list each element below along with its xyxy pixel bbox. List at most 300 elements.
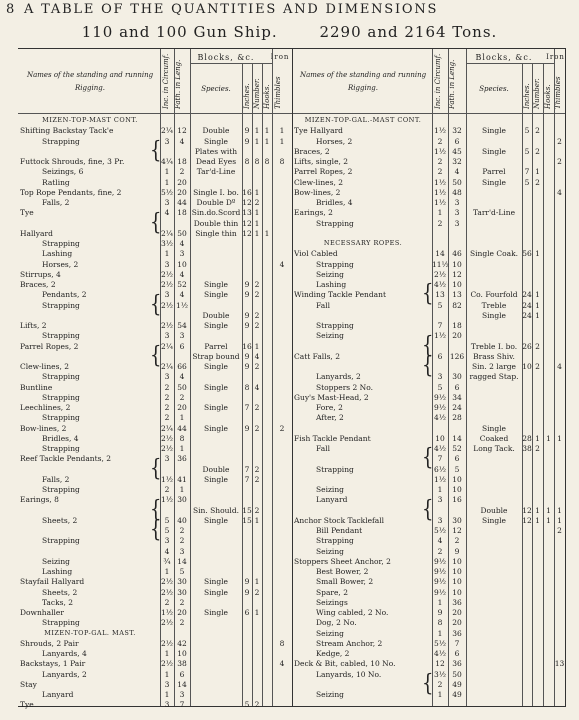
fathoms: 12 [177, 126, 187, 136]
fathoms: 49 [452, 679, 462, 689]
block-number: 2 [254, 587, 260, 597]
circumference: 5 [164, 526, 170, 535]
fathoms: 44 [177, 423, 187, 433]
rigging-name: Horses, 2 [316, 136, 353, 146]
fathoms: 12 [452, 269, 462, 279]
thimbles: 4 [557, 362, 562, 371]
block-number: 2 [254, 700, 260, 710]
rigging-name: Braces, 2 [20, 280, 56, 289]
rigging-name: Lifts, 2 [20, 321, 47, 330]
fathoms: 4 [179, 269, 185, 279]
fathoms: 20 [177, 608, 187, 617]
fathoms: 3 [454, 218, 460, 228]
circumference: 1½ [160, 495, 174, 505]
rigging-name: Strapping [42, 444, 80, 453]
circumference: 4 [437, 536, 443, 546]
thimbles: 1 [557, 515, 562, 525]
fathoms: 2 [454, 536, 460, 546]
block-species: Single [203, 321, 228, 330]
circumference: 9½ [433, 567, 447, 576]
block-species: Single I. bo. [193, 187, 239, 197]
rigging-name: Stayfail Hallyard [20, 577, 85, 587]
brace-mark: { [422, 331, 434, 359]
block-species: Double Dº [196, 198, 236, 207]
block-inches: 9 [244, 126, 250, 136]
fathoms: 6 [179, 669, 185, 679]
circumference: 2 [164, 413, 170, 423]
thimbles: 1 [557, 433, 562, 443]
rigging-name: Stoppers Sheet Anchor, 2 [294, 556, 391, 566]
rigging-name: Small Bower, 2 [316, 577, 374, 587]
fathoms: 3 [454, 208, 460, 218]
circumference: 9½ [433, 577, 447, 587]
block-species: Sin. 2 large [472, 362, 516, 371]
rigging-name: Stream Anchor, 2 [316, 638, 383, 648]
block-species: Single [203, 362, 228, 371]
block-species: Tar'd-Line [196, 167, 236, 177]
rigging-name: Lashing [42, 567, 73, 576]
rigging-name: Clew-lines, 2 [294, 177, 343, 187]
rigging-name: Bow-lines, 2 [20, 423, 67, 433]
rigging-name: Fall [316, 300, 330, 310]
block-species: Single [203, 290, 228, 300]
rigging-name: Catt Falls, 2 [294, 351, 340, 361]
col-fath-left: Fath. in Leng. [174, 59, 182, 109]
block-number: 1 [254, 515, 260, 525]
circumference: 2½ [160, 577, 174, 587]
circumference: 3 [164, 536, 170, 546]
rigging-name: Braces, 2 [294, 146, 330, 156]
block-inches: 5 [524, 146, 530, 156]
rigging-name: Lashing [42, 249, 73, 259]
fathoms: 40 [177, 515, 187, 525]
rigging-name: Best Bower, 2 [316, 567, 369, 576]
fathoms: 18 [177, 157, 187, 166]
circumference: 5 [437, 382, 443, 392]
fathoms: 48 [452, 187, 462, 197]
circumference: 2 [437, 546, 443, 556]
circumference: 3 [437, 372, 443, 382]
rigging-name: Strapping [42, 300, 80, 310]
block-inches: 8 [244, 157, 250, 166]
hooks: 1 [264, 136, 270, 146]
circumference: 2½ [160, 659, 174, 669]
thimbles: 2 [557, 136, 562, 146]
col-number-right: Number. [533, 78, 541, 109]
fathoms: 32 [452, 126, 462, 136]
hooks: 1 [264, 126, 270, 136]
circumference: 3 [164, 679, 170, 689]
rigging-name: Seizing [316, 269, 344, 279]
rigging-name: Lanyards, 2 [42, 669, 87, 679]
fathoms: 10 [177, 649, 187, 658]
rigging-name: Anchor Stock Tacklefall [294, 515, 385, 525]
rigging-name: Strapping [42, 413, 80, 423]
fathoms: 4 [179, 290, 185, 300]
fathoms: 36 [177, 454, 187, 464]
block-number: 2 [535, 341, 540, 351]
blocks-header-rule [190, 63, 272, 64]
rigging-name: Guy's Mast-Head, 2 [294, 392, 369, 402]
fathoms: 6 [454, 454, 460, 464]
block-species: Single thin [195, 228, 237, 238]
hooks: 8 [264, 157, 270, 166]
brace-mark: { [150, 136, 162, 164]
rigging-name: Fish Tackle Pendant [294, 433, 371, 443]
rigging-name: Earings, 8 [20, 495, 59, 505]
rigging-name: Backstays, 1 Pair [20, 659, 86, 669]
page-header [0, 2, 579, 20]
brace-mark: { [422, 443, 434, 472]
block-inches: 12 [242, 198, 252, 207]
block-species: Single [203, 423, 228, 433]
block-inches: 10 [522, 362, 532, 371]
block-number: 4 [254, 382, 260, 392]
block-number: 1 [254, 187, 260, 197]
circumference: 3 [164, 290, 170, 300]
circumference: 2¼ [160, 228, 174, 238]
block-number: 2 [254, 362, 260, 371]
fathoms: 1½ [175, 300, 189, 310]
block-inches: 28 [522, 433, 532, 443]
thimbles: 4 [279, 659, 285, 669]
circumference: 2½ [160, 433, 174, 443]
fathoms: 42 [177, 638, 187, 648]
fathoms: 1 [179, 485, 185, 494]
brace-mark: { [422, 495, 434, 523]
circumference: 1 [437, 628, 443, 638]
block-number: 1 [254, 136, 260, 146]
rigging-name: Seizing [316, 546, 344, 556]
rigging-name: Strapping [42, 331, 80, 341]
fathoms: 14 [177, 556, 187, 566]
rigging-name: Pendants, 2 [42, 290, 87, 300]
rigging-name: Hallyard [20, 228, 53, 238]
rigging-name: Seizings [316, 597, 348, 607]
blocks-header-rule [466, 63, 554, 64]
circumference: 2 [437, 157, 443, 166]
circumference: 7 [437, 454, 443, 464]
block-number: 2 [254, 280, 260, 289]
block-species: Double [202, 126, 230, 136]
fathoms: 126 [449, 351, 465, 361]
circumference: 14 [435, 249, 445, 259]
circumference: 5 [164, 515, 170, 525]
circumference: 2 [164, 485, 170, 494]
circumference: 2½ [160, 618, 174, 628]
fathoms: 30 [177, 587, 187, 597]
circumference: 1 [164, 690, 170, 699]
rigging-name: Parrel Ropes, 2 [294, 167, 353, 177]
block-species: Sin.do.Scord [191, 208, 241, 218]
block-inches: 5 [524, 177, 530, 187]
section-heading: MIZEN-TOP-MAST CONT. [42, 116, 138, 124]
col-thimbles-right: Thimbles [554, 76, 562, 109]
circumference: 2½ [160, 269, 174, 279]
block-inches: 6 [244, 608, 250, 617]
circumference: 1½ [160, 474, 174, 484]
fathoms: 18 [452, 321, 462, 330]
fathoms: 2 [179, 392, 185, 402]
col-thimbles-left: Thimbles [274, 76, 282, 109]
circumference: 3 [437, 495, 443, 505]
fathoms: 36 [452, 597, 462, 607]
block-number: 1 [535, 433, 540, 443]
circumference: 4½ [433, 649, 447, 658]
rigging-name: Lanyard [42, 690, 74, 699]
fathoms: 50 [452, 669, 462, 679]
circumference: 2 [164, 392, 170, 402]
fathoms: 50 [177, 382, 187, 392]
block-inches: 12 [242, 228, 252, 238]
fathoms: 5 [179, 567, 185, 576]
circumference: 3 [164, 700, 170, 710]
circumference: 9½ [433, 403, 447, 412]
block-inches: 7 [244, 464, 250, 474]
fathoms: 66 [177, 362, 187, 371]
fathoms: 20 [177, 177, 187, 187]
block-species: Double [202, 464, 230, 474]
circumference: 1½ [433, 198, 447, 207]
block-inches: 9 [244, 310, 250, 320]
block-inches: 9 [244, 362, 250, 371]
fathoms: 10 [452, 259, 462, 269]
rigging-name: Tye [20, 208, 34, 218]
thimbles: 1 [557, 505, 562, 515]
circumference: 9½ [433, 556, 447, 566]
rigging-name: Parrel Ropes, 2 [20, 341, 79, 351]
block-species: Single [481, 177, 506, 187]
circumference: 3 [164, 136, 170, 146]
rigging-name: Deck & Bit, cabled, 10 No. [294, 659, 396, 669]
block-species: Single [203, 608, 228, 617]
col-hooks-right: Hooks. [544, 84, 552, 109]
fathoms: 36 [452, 659, 462, 669]
block-species: Treble I. bo. [470, 341, 518, 351]
col-fath-right: Fath. in Leng. [448, 59, 456, 109]
col-circ-right: Inc. in Circumf. [434, 53, 442, 109]
circumference: 13 [435, 290, 445, 300]
rigging-name: Strapping [316, 536, 354, 546]
block-species: Strap bound [192, 351, 240, 361]
col-species-left: Species. [201, 85, 231, 93]
rigging-name: Sheets, 2 [42, 515, 78, 525]
fathoms: 4 [179, 239, 185, 248]
rigging-name: Seizing [316, 628, 344, 638]
rigging-name: Bow-lines, 2 [294, 187, 341, 197]
circumference: 1 [164, 249, 170, 259]
circumference: 3 [164, 454, 170, 464]
circumference: 8 [437, 618, 443, 628]
block-species: Co. Fourfold [470, 290, 518, 300]
fathoms: 1 [179, 413, 185, 423]
section-heading: MIZEN-TOP-GAL.-MAST CONT. [304, 116, 422, 124]
hooks: 1 [264, 228, 270, 238]
rigging-name: Fall [316, 444, 330, 453]
fathoms: 38 [177, 659, 187, 669]
circumference: 4½ [433, 413, 447, 423]
block-number: 2 [535, 177, 540, 187]
circumference: 2½ [433, 269, 447, 279]
block-species: Single [481, 146, 506, 156]
brace-mark: { [150, 341, 162, 369]
block-number: 2 [254, 505, 260, 515]
block-number: 2 [254, 403, 260, 412]
fathoms: 32 [452, 157, 462, 166]
fathoms: 20 [177, 187, 187, 197]
fathoms: 12 [452, 526, 462, 535]
circumference: 1½ [433, 146, 447, 156]
rigging-name: Tye Hallyard [294, 126, 343, 136]
block-species: Coaked [479, 433, 509, 443]
rigging-name: Strapping [42, 392, 80, 402]
block-inches: 24 [522, 310, 532, 320]
circumference: 6½ [433, 464, 447, 474]
rigging-name: Shrouds, 2 Pair [20, 638, 79, 648]
rigging-name: Tye [20, 700, 34, 710]
circumference: 2¼ [160, 423, 174, 433]
col-inches-left: Inches. [243, 83, 251, 109]
block-inches: 8 [244, 382, 250, 392]
block-number: 2 [254, 423, 260, 433]
circumference: 4 [164, 208, 170, 218]
block-species: Long Tack. [473, 444, 515, 453]
block-inches: 7 [244, 474, 250, 484]
block-species: Single [481, 310, 506, 320]
block-species: ragged Stap. [469, 372, 519, 382]
thimbles: 1 [279, 136, 285, 146]
block-number: 1 [254, 341, 260, 351]
block-inches: 15 [242, 505, 252, 515]
fathoms: 52 [452, 444, 462, 453]
circumference: 4½ [433, 280, 447, 289]
rigging-name: Bridles, 4 [316, 198, 353, 207]
block-number: 2 [535, 444, 540, 453]
rigging-name: Strapping [42, 372, 80, 382]
brace-mark: { [150, 208, 162, 236]
rigging-name: Lanyards, 10 No. [316, 669, 382, 679]
block-inches: 24 [522, 290, 532, 300]
rigging-name: Falls, 2 [42, 474, 70, 484]
fathoms: 10 [452, 587, 462, 597]
circumference: 1 [164, 177, 170, 187]
fathoms: 3 [179, 546, 185, 556]
col-blocks-left: Blocks, &c. [197, 53, 255, 62]
fathoms: 10 [177, 259, 187, 269]
circumference: 3 [164, 198, 170, 207]
block-inches: 7 [244, 403, 250, 412]
rigging-name: Winding Tackle Pendant [294, 290, 386, 300]
circumference: 2 [437, 679, 443, 689]
block-inches: 26 [522, 341, 532, 351]
fathoms: 45 [452, 146, 462, 156]
rigging-name: Lanyards, 2 [316, 372, 361, 382]
block-inches: 16 [242, 341, 252, 351]
rigging-name: Strapping [42, 485, 80, 494]
block-number: 1 [254, 126, 260, 136]
rigging-name: Stay [20, 679, 37, 689]
brace-mark: { [150, 454, 162, 482]
block-inches: 5 [244, 700, 250, 710]
circumference: 9½ [433, 587, 447, 597]
subtitle-ships: 110 and 100 Gun Ship. [81, 23, 278, 41]
circumference: 3 [164, 372, 170, 382]
block-species: Double [202, 310, 230, 320]
block-species: Single [481, 126, 506, 136]
thimbles: 2 [557, 157, 562, 166]
block-species: Plates with [194, 146, 238, 156]
thimbles: 13 [554, 659, 565, 669]
block-species: Single [203, 577, 228, 587]
circumference: 1½ [433, 187, 447, 197]
fathoms: 20 [452, 331, 462, 341]
rigging-name: Viol Cabled [294, 249, 338, 259]
rigging-name: Leechlines, 2 [20, 403, 71, 412]
block-species: Single [203, 474, 228, 484]
circumference: 1 [437, 485, 443, 494]
col-iron-right: Iron [546, 53, 565, 61]
circumference: 10 [435, 433, 445, 443]
circumference: 1 [164, 649, 170, 658]
circumference: 4 [164, 546, 170, 556]
fathoms: 3 [179, 690, 185, 699]
fathoms: 34 [452, 392, 462, 402]
block-species: Double [480, 505, 508, 515]
block-inches: 15 [242, 515, 252, 525]
circumference: 1 [437, 208, 443, 218]
fathoms: 54 [177, 321, 187, 330]
rigging-name: Strapping [42, 536, 80, 546]
fathoms: 52 [177, 280, 187, 289]
fathoms: 9 [454, 546, 460, 556]
thimbles: 2 [557, 526, 562, 535]
rigging-name: Seizing [316, 485, 344, 494]
col-inches-right: Inches. [523, 83, 531, 109]
circumference: 2 [164, 382, 170, 392]
fathoms: 30 [177, 495, 187, 505]
brace-mark: { [422, 279, 434, 308]
fathoms: 49 [452, 690, 462, 699]
fathoms: 10 [452, 280, 462, 289]
rigging-name: Wing cabled, 2 No. [316, 608, 389, 617]
fathoms: 36 [452, 628, 462, 638]
block-species: Single [203, 280, 228, 289]
brace-mark: { [422, 669, 434, 697]
circumference: 9½ [433, 392, 447, 402]
circumference: 2 [164, 403, 170, 412]
brace-mark: { [150, 290, 162, 318]
rigging-name: Strapping [316, 321, 354, 330]
block-species: Single [203, 587, 228, 597]
block-number: 1 [535, 515, 540, 525]
block-species: Sin. Should. [192, 505, 240, 515]
col-circ-left: Inc. in Circumf. [162, 53, 170, 109]
fathoms: 4 [179, 136, 185, 146]
rigging-name: Strapping [42, 239, 80, 248]
fathoms: 24 [452, 403, 462, 412]
fathoms: 13 [452, 290, 462, 300]
block-inches: 16 [242, 187, 252, 197]
block-number: 1 [535, 249, 540, 259]
fathoms: 6 [179, 341, 185, 351]
fathoms: 46 [452, 249, 462, 259]
thimbles: 8 [279, 638, 285, 648]
fathoms: 3 [179, 331, 185, 341]
col-hooks-left: Hooks. [263, 84, 271, 109]
block-inches: 5 [524, 126, 530, 136]
fathoms: 7 [454, 638, 460, 648]
block-inches: 9 [244, 423, 250, 433]
